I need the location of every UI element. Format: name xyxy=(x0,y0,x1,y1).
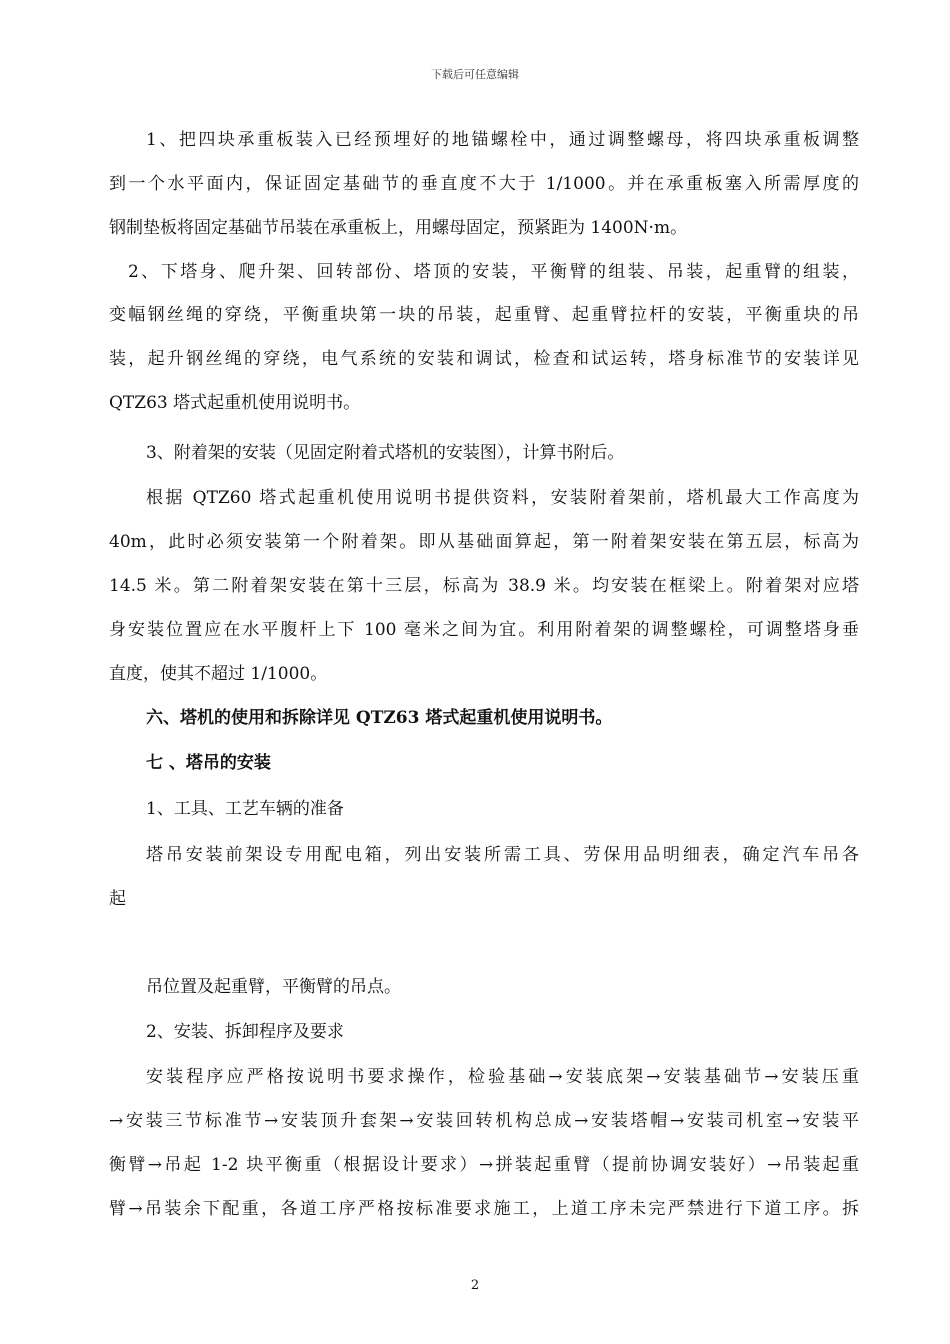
text-line: 变幅钢丝绳的穿绕，平衡重块第一块的吊装，起重臂、起重臂拉杆的安装，平衡重块的吊 xyxy=(109,305,859,325)
text-line: 安装程序应严格按说明书要求操作，检验基础→安装底架→安装基础节→安装压重 xyxy=(146,1067,859,1087)
text-line: 3、附着架的安装（见固定附着式塔机的安装图），计算书附后。 xyxy=(146,443,625,463)
text-line: 1、把四块承重板装入已经预埋好的地锚螺栓中，通过调整螺母，将四块承重板调整 xyxy=(146,130,859,150)
text-line: QTZ63 塔式起重机使用说明书。 xyxy=(109,393,361,413)
page-header: 下载后可任意编辑 xyxy=(431,68,519,81)
text-line: 14.5 米。第二附着架安装在第十三层，标高为 38.9 米。均安装在框梁上。附着架对应塔 xyxy=(109,576,859,596)
text-line: 衡臂→吊起 1-2 块平衡重（根据设计要求）→拼装起重臂（提前协调安装好）→吊装起重 xyxy=(109,1155,859,1175)
text-line: 根据 QTZ60 塔式起重机使用说明书提供资料，安装附着架前，塔机最大工作高度为 xyxy=(146,488,859,508)
subheading-2: 2、安装、拆卸程序及要求 xyxy=(146,1022,344,1042)
paragraph-6: 吊位置及起重臂，平衡臂的吊点。 xyxy=(146,977,401,997)
text-line: 装，起升钢丝绳的穿绕，电气系统的安装和调试，检查和试运转，塔身标准节的安装详见 xyxy=(109,349,859,369)
text-line: 直度，使其不超过 1/1000。 xyxy=(109,664,328,684)
text-line: 臂→吊装余下配重，各道工序严格按标准要求施工，上道工序未完严禁进行下道工序。拆 xyxy=(109,1199,859,1219)
text-line: 钢制垫板将固定基础节吊装在承重板上，用螺母固定，预紧距为 1400N·m。 xyxy=(109,218,688,238)
text-line: 到一个水平面内，保证固定基础节的垂直度不大于 1/1000。并在承重板塞入所需厚度的 xyxy=(109,174,859,194)
section-heading-6: 六、塔机的使用和拆除详见 QTZ63 塔式起重机使用说明书。 xyxy=(146,708,613,728)
text-line: 身安装位置应在水平腹杆上下 100 毫米之间为宜。利用附着架的调整螺栓，可调整塔身垂 xyxy=(109,620,859,640)
text-line: →安装三节标准节→安装顶升套架→安装回转机构总成→安装塔帽→安装司机室→安装平 xyxy=(109,1111,859,1131)
text-line: 塔吊安装前架设专用配电箱，列出安装所需工具、劳保用品明细表，确定汽车吊各 xyxy=(146,845,859,865)
page-number: 2 xyxy=(470,1278,480,1293)
section-heading-7: 七 、塔吊的安装 xyxy=(146,753,271,773)
text-line: 40m，此时必须安装第一个附着架。即从基础面算起，第一附着架安装在第五层，标高为 xyxy=(109,532,859,552)
text-line: 起 xyxy=(109,889,126,909)
subheading-1: 1、工具、工艺车辆的准备 xyxy=(146,799,344,819)
text-line: 2、下塔身、爬升架、回转部份、塔顶的安装，平衡臂的组装、吊装，起重臂的组装， xyxy=(128,262,859,282)
